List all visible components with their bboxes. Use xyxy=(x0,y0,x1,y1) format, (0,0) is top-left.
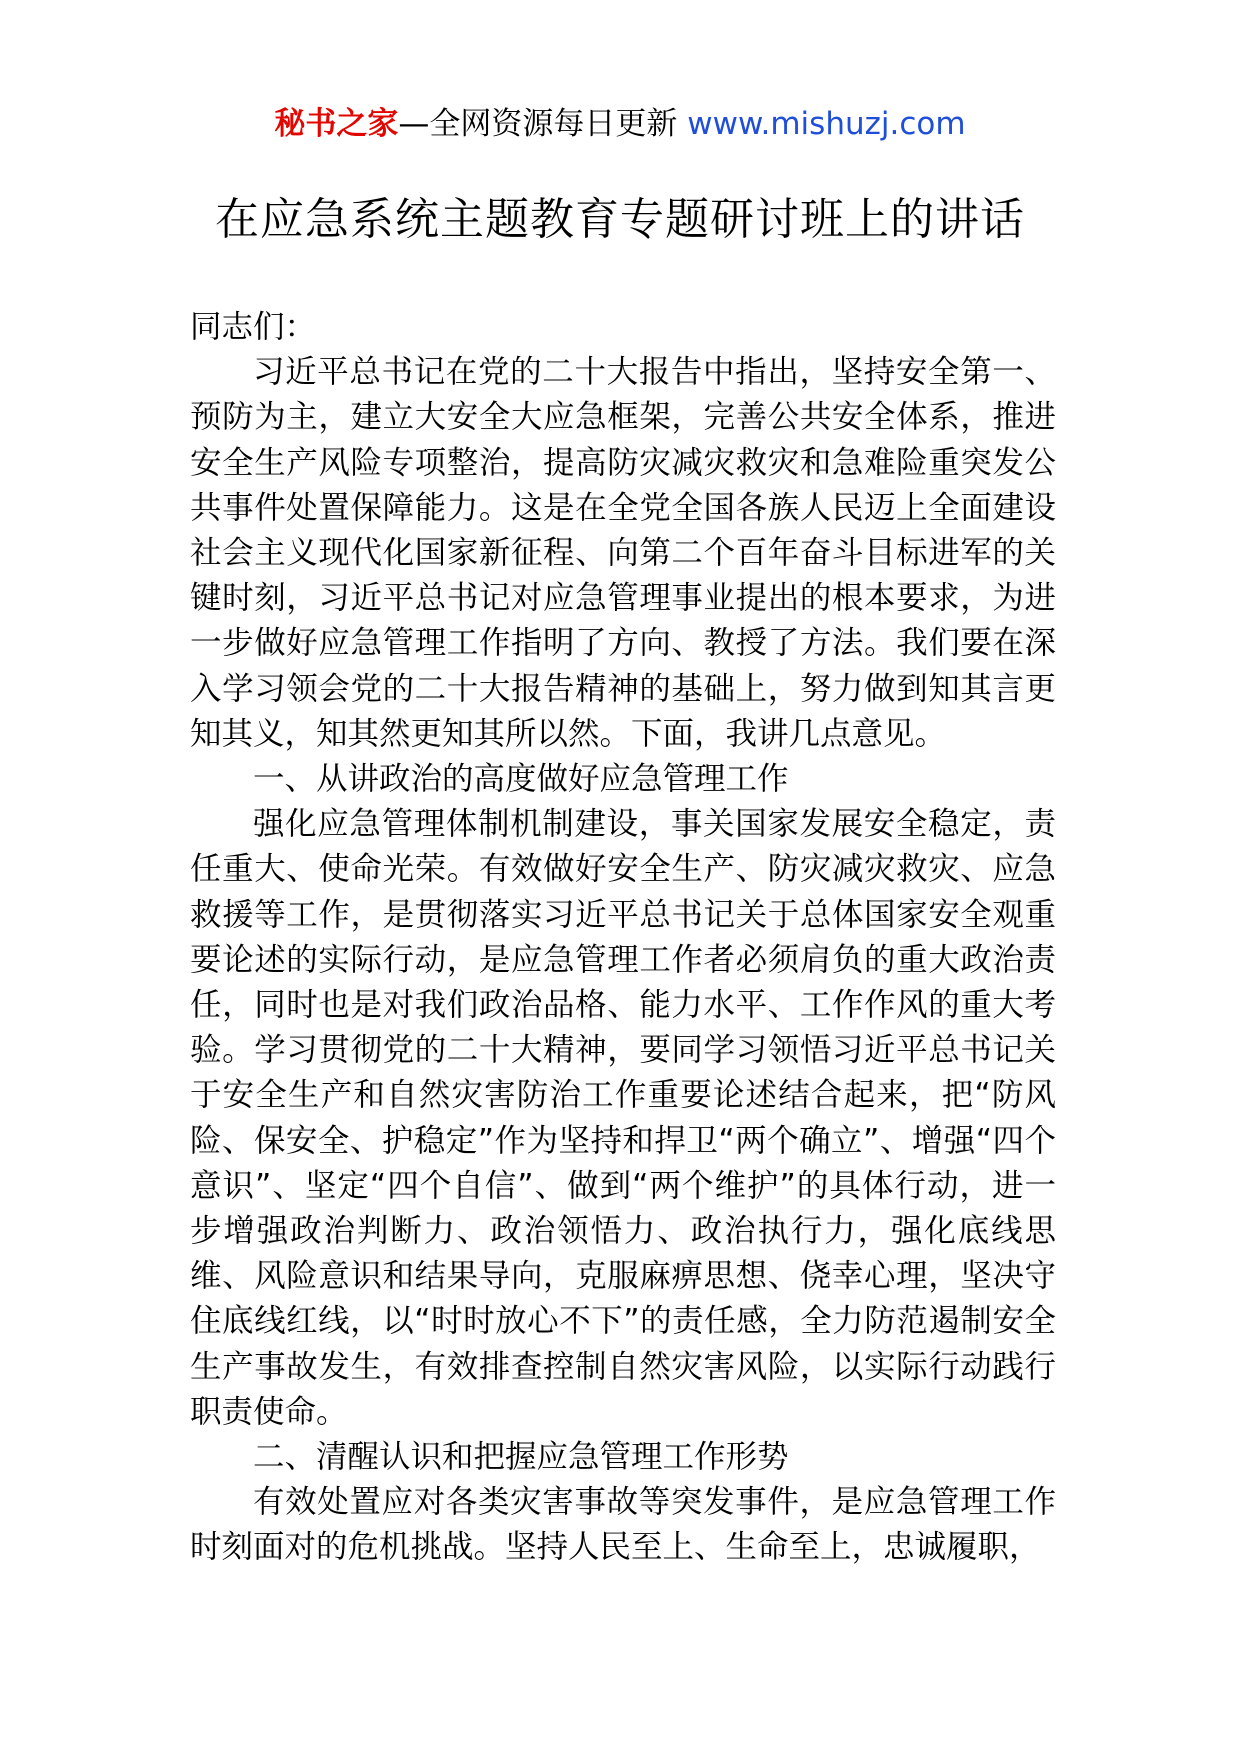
salutation: 同志们： xyxy=(190,309,317,345)
paragraph-section-2: 有效处置应对各类灾害事故等突发事件，是应急管理工作时刻面对的危机挑战。坚持人民至上、生命至上，忠诚履职， xyxy=(190,1484,1056,1566)
paragraph-section-1: 强化应急管理体制机制建设，事关国家发展安全稳定，责任重大、使命光荣。有效做好安全生产、防灾减灾救灾、应急救援等工作，是贯彻落实习近平总书记关于总体国家安全观重要论述的实际行动，是应急管理工作者必须肩负的重大政治责任，同时也是对我们政治品格、能力水平、工作作风的重大考验。学习贯彻党的二十大精神，要同学习领悟习近平总书记关于安全生产和自然灾害防治工作重要论述结合起来，把“防风险、保安全、护稳定”作为坚持和捍卫“两个确立”、增强“四个意识”、坚定“四个自信”、做到“两个维护”的具体行动，进一步增强政治判断力、政治领悟力、政治执行力，强化底线思维、风险意识和结果导向，克服麻痹思想、侥幸心理，坚决守住底线红线，以“时时放心不下”的责任感，全力防范遏制安全生产事故发生，有效排查控制自然灾害风险，以实际行动践行职责使命。 xyxy=(190,806,1056,1430)
document-body xyxy=(190,305,1056,1571)
site-url[interactable]: www.mishuzj.com xyxy=(687,106,966,142)
section-heading-2: 二、清醒认识和把握应急管理工作形势 xyxy=(253,1439,789,1476)
header-tagline: —全网资源每日更新 xyxy=(398,106,688,142)
brand-name: 秘书之家 xyxy=(274,106,399,142)
document-title: 在应急系统主题教育专题研讨班上的讲话 xyxy=(215,194,1025,245)
site-header xyxy=(0,104,1240,144)
paragraph-intro: 习近平总书记在党的二十大报告中指出，坚持安全第一、预防为主，建立大安全大应急框架，完善公共安全体系，推进安全生产风险专项整治，提高防灾减灾救灾和急难险重突发公共事件处置保障能力。这是在全党全国各族人民迈上全面建设社会主义现代化国家新征程、向第二个百年奋斗目标进军的关键时刻，习近平总书记对应急管理事业提出的根本要求，为进一步做好应急管理工作指明了方向、教授了方法。我们要在深入学习领会党的二十大报告精神的基础上，努力做到知其言更知其义，知其然更知其所以然。下面，我讲几点意见。 xyxy=(190,354,1056,752)
section-heading-1: 一、从讲政治的高度做好应急管理工作 xyxy=(253,761,789,798)
